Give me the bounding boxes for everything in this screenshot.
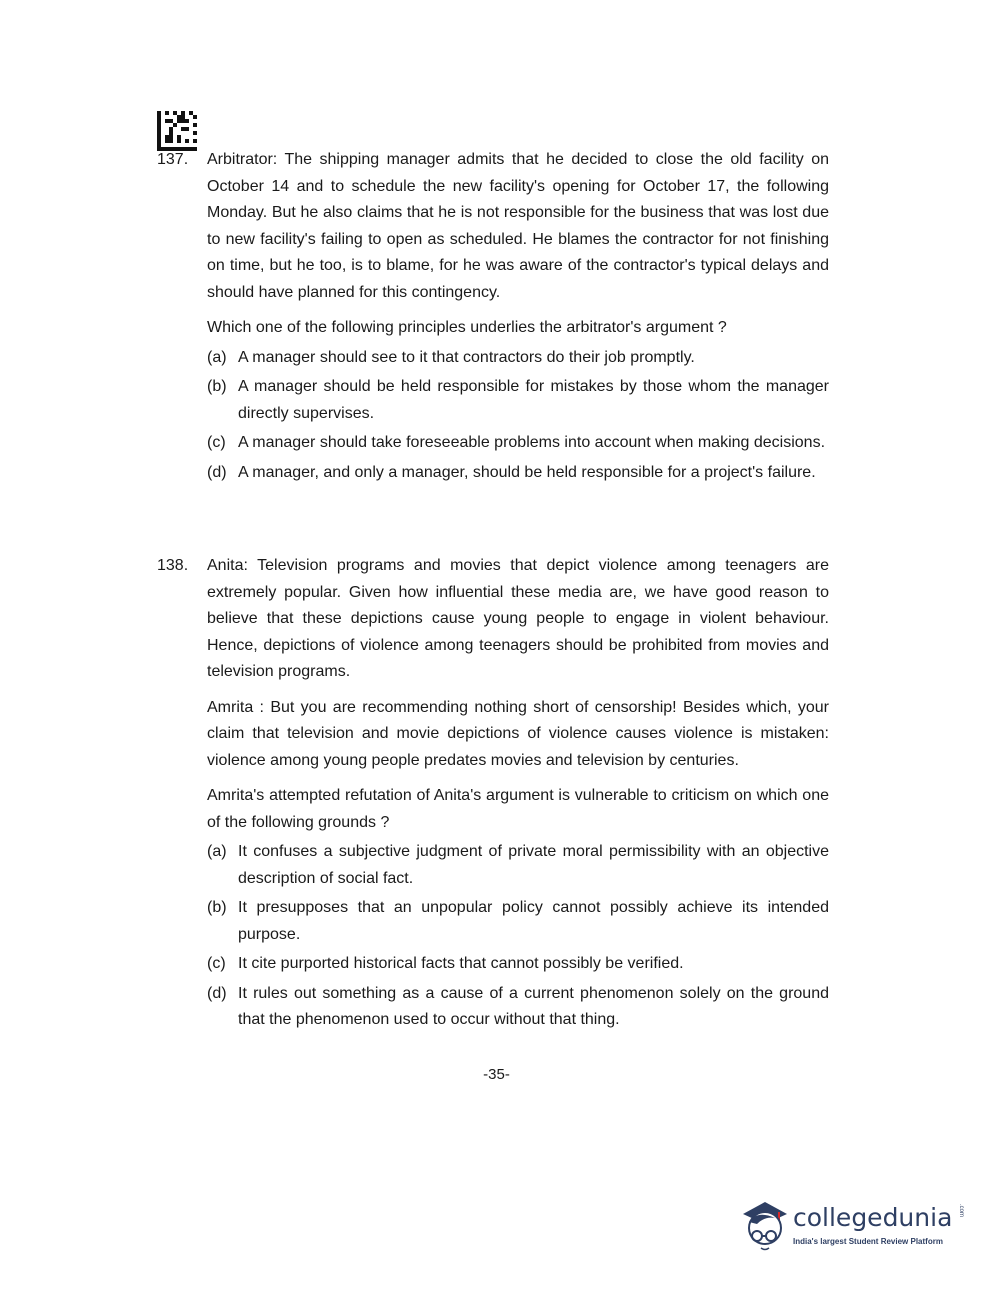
qr-code bbox=[157, 111, 197, 151]
option-a: (a) A manager should see to it that contractors do their job promptly. bbox=[207, 348, 695, 366]
question-stem: Arbitrator: The shipping manager admits that he decided to close the old facility on October 14 and to schedule the new facility's opening for October 17, the following Monday. But he also claims that he is not responsible for the business that was lost due to new facility's failing to open as scheduled. He blames the contractor for not finishing on time, but he too, is to blame, for he was aware of the contractor's typical delays and should have planned for this contingency. bbox=[207, 151, 829, 301]
question-number: 137. bbox=[157, 151, 189, 168]
mascot-icon bbox=[735, 1196, 791, 1258]
question-prompt: Amrita's attempted refutation of Anita's argument is vulnerable to criticism on which one of the following grounds ? bbox=[207, 787, 829, 831]
question-prompt: Which one of the following principles underlies the arbitrator's argument ? bbox=[207, 319, 727, 336]
question-number: 138. bbox=[157, 557, 189, 574]
option-a: (a) It confuses a subjective judgment of private moral permissibility with an objective description of social fact. bbox=[207, 843, 829, 887]
amrita-statement: Amrita : But you are recommending nothing short of censorship! Besides which, your claim that television and movie depictions of violence causes violence is mistaken: violence among young people predates movies and television by centuries. bbox=[207, 698, 829, 769]
logo-wordmark: collegedunia bbox=[793, 1203, 953, 1232]
collegedunia-logo bbox=[735, 1196, 964, 1258]
option-d: (d) A manager, and only a manager, should be held responsible for a project's failure. bbox=[207, 463, 816, 481]
logo-suffix: .com bbox=[958, 1204, 964, 1218]
anita-statement: Anita: Television programs and movies that depict violence among teenagers are extremely popular. Given how influential these media are, we have good reason to believe that these depictions cause young people to engage in violent behaviour. Hence, depictions of violence among teenagers should be prohibited from movies and television programs. bbox=[207, 557, 829, 680]
option-d: (d) It rules out something as a cause of a current phenomenon solely on the ground that the phenomenon used to occur without that thing. bbox=[207, 984, 829, 1028]
logo-tagline: India's largest Student Review Platform bbox=[793, 1237, 943, 1246]
option-b: (b) A manager should be held responsible for mistakes by those whom the manager directly supervises. bbox=[207, 378, 829, 422]
option-b: (b) It presupposes that an unpopular policy cannot possibly achieve its intended purpose. bbox=[207, 899, 829, 943]
option-c: (c) A manager should take foreseeable problems into account when making decisions. bbox=[207, 434, 826, 451]
page-number: -35- bbox=[483, 1066, 510, 1083]
option-c: (c) It cite purported historical facts that cannot possibly be verified. bbox=[207, 955, 684, 972]
